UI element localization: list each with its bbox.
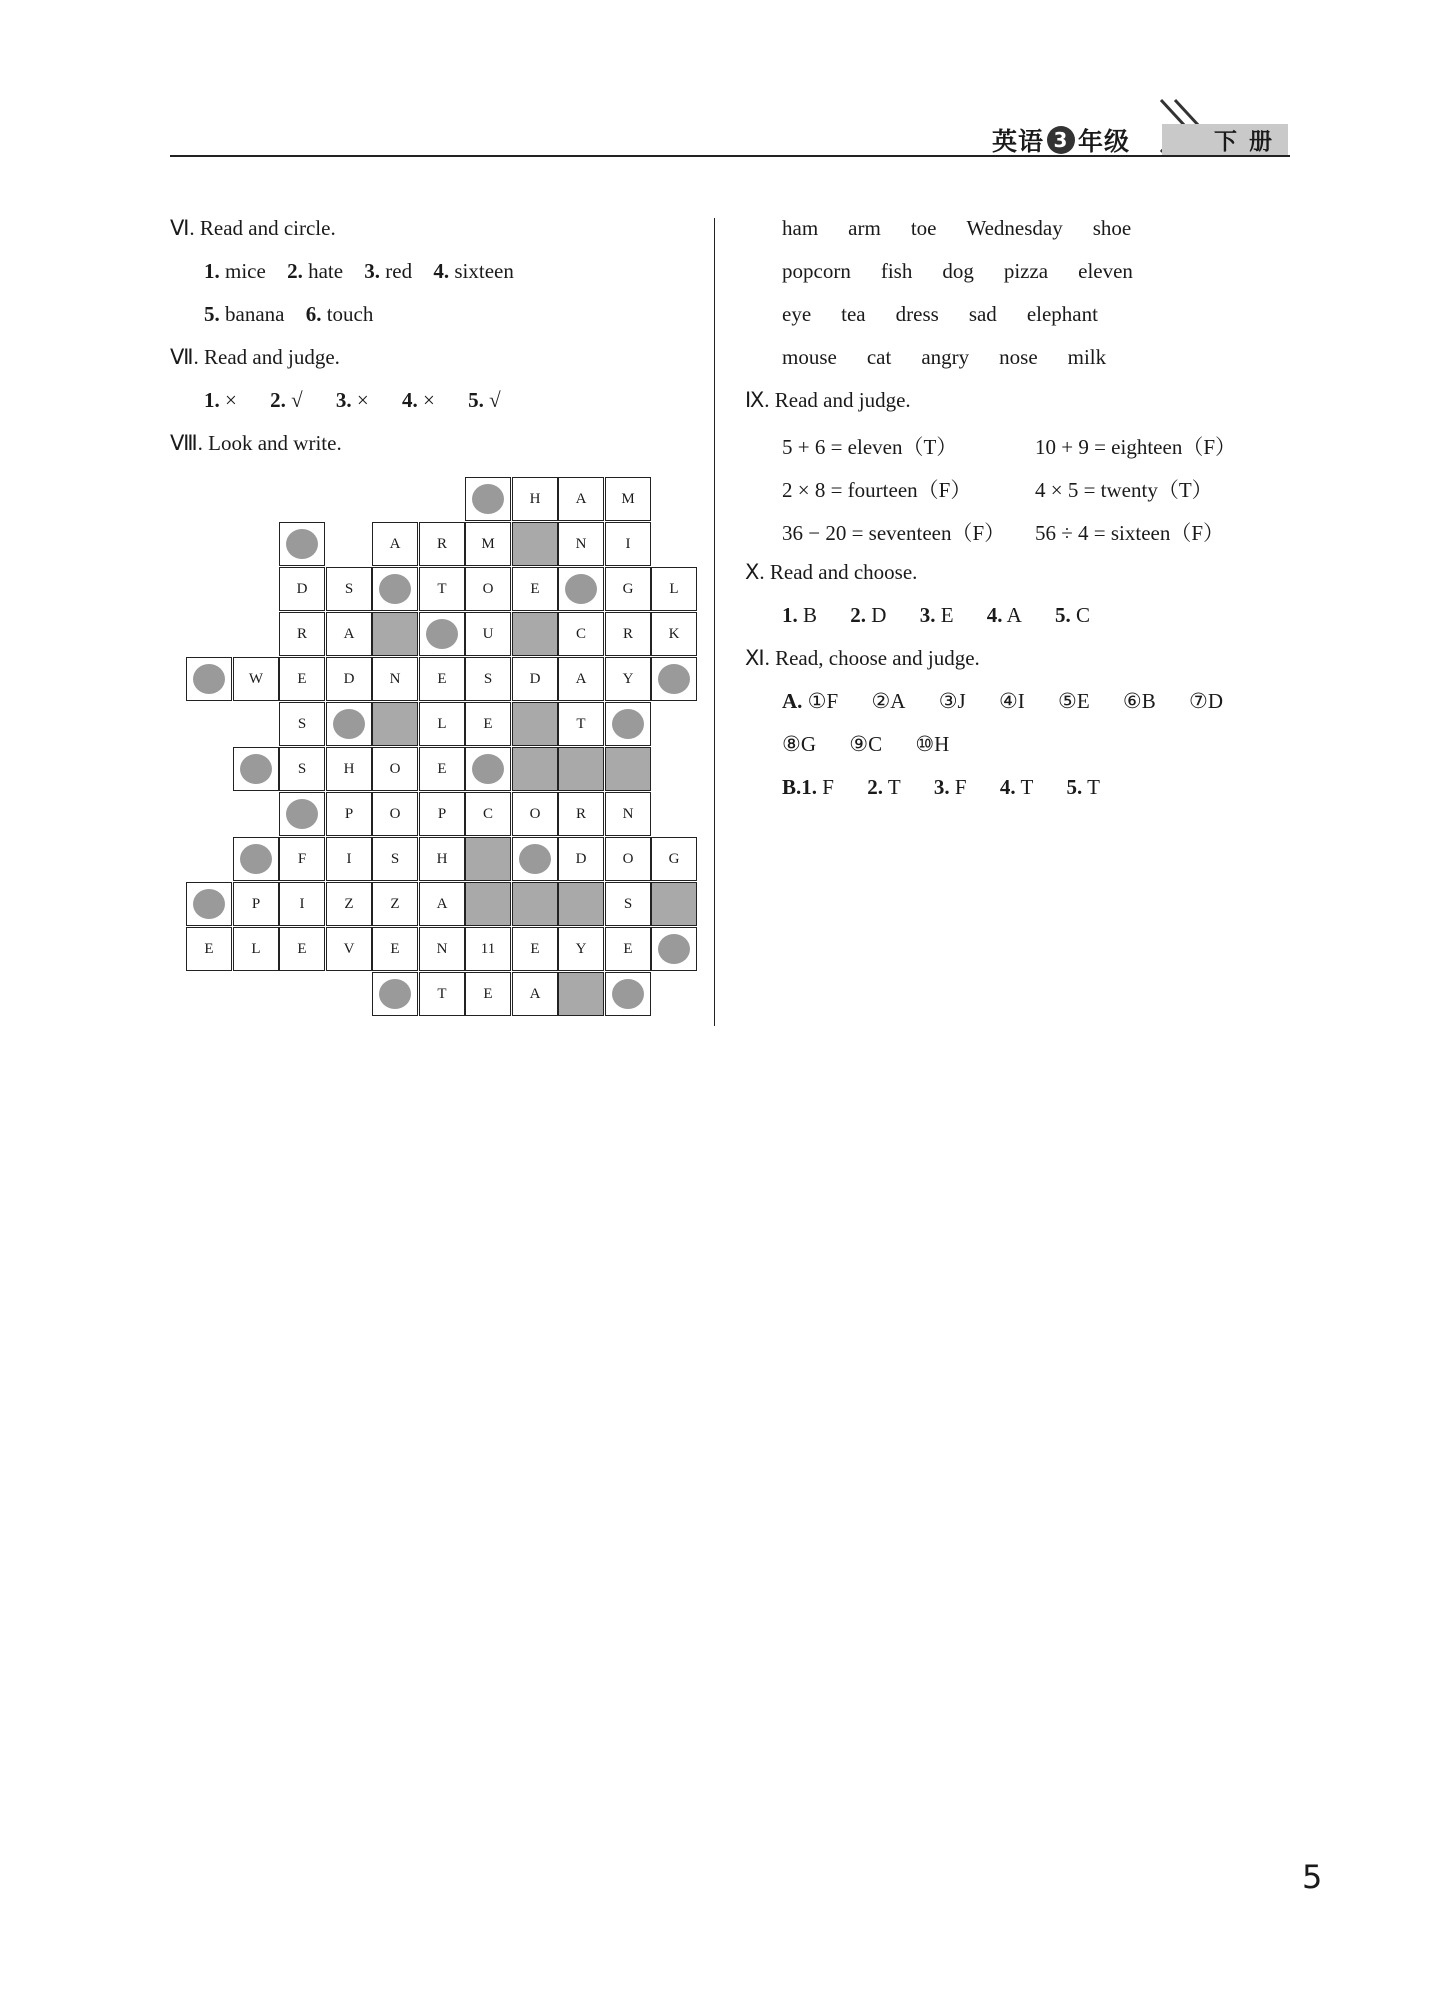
crossword-picture-clue — [605, 702, 651, 746]
word: angry — [921, 345, 970, 369]
grade-number: 3 — [1047, 126, 1075, 154]
page-number: 5 — [1302, 1858, 1323, 1896]
picture-clue-icon — [658, 934, 690, 964]
crossword-letter-cell: H — [326, 747, 372, 791]
crossword-letter-cell: W — [233, 657, 279, 701]
answer-text: A — [1002, 603, 1022, 627]
answer-num: 1. — [204, 388, 220, 412]
word: fish — [880, 259, 913, 283]
crossword-letter-cell: S — [465, 657, 511, 701]
choice: ⑦D — [1189, 689, 1224, 713]
section-6-answers-1 — [204, 259, 514, 284]
part-label: A. — [782, 689, 803, 713]
answer-text: banana — [219, 302, 285, 326]
crossword-letter-cell: R — [279, 612, 325, 656]
crossword-letter-cell: V — [326, 927, 372, 971]
crossword-letter-cell: E — [605, 927, 651, 971]
answer-text: × — [417, 388, 435, 412]
crossword-letter-cell: K — [651, 612, 697, 656]
answer-text: T — [1082, 775, 1100, 799]
answer-text: touch — [321, 302, 374, 326]
section-6-title: Ⅵ. Read and circle. — [170, 216, 336, 240]
picture-clue-icon — [472, 484, 504, 514]
section-6-answers-2 — [204, 302, 373, 327]
answer-text: T — [1015, 775, 1034, 799]
choice: ①F — [807, 689, 839, 713]
answer-num: 1. — [204, 259, 220, 283]
answer-text: × — [351, 388, 369, 412]
crossword-letter-cell: R — [558, 792, 604, 836]
word: nose — [999, 345, 1038, 369]
answer-num: 4. — [986, 603, 1003, 627]
picture-clue-icon — [193, 889, 225, 919]
crossword-letter-cell: S — [279, 747, 325, 791]
section-7-answers — [204, 388, 501, 413]
picture-clue-icon — [240, 844, 272, 874]
picture-clue-icon — [193, 664, 225, 694]
crossword-letter-cell: G — [605, 567, 651, 611]
crossword-letter-cell: H — [419, 837, 465, 881]
section-11-title: Ⅺ. Read, choose and judge. — [745, 646, 980, 670]
answer-text: D — [866, 603, 887, 627]
crossword-letter-cell: E — [372, 927, 418, 971]
crossword-letter-cell: G — [651, 837, 697, 881]
crossword-letter-cell: E — [279, 657, 325, 701]
answer-text: F — [949, 775, 967, 799]
crossword-picture-clue — [651, 927, 697, 971]
answer-num: 5. — [204, 302, 220, 326]
crossword-letter-cell: E — [465, 702, 511, 746]
section-11-part-b — [782, 775, 1100, 800]
answer-text: F — [817, 775, 834, 799]
word: Wednesday — [966, 216, 1063, 240]
crossword-letter-cell: S — [326, 567, 372, 611]
picture-clue-icon — [612, 979, 644, 1009]
answer-num: 3. — [919, 603, 936, 627]
word-row — [782, 345, 1136, 370]
answer-num: 2. — [867, 775, 883, 799]
answer-num: 2. — [270, 388, 286, 412]
answer-text: × — [219, 388, 237, 412]
crossword-letter-cell: A — [512, 972, 558, 1016]
crossword-letter-cell: 11 — [465, 927, 511, 971]
crossword-shaded-cell — [465, 837, 511, 881]
crossword-letter-cell: A — [326, 612, 372, 656]
column-divider — [714, 218, 715, 1026]
choice: ④I — [998, 689, 1025, 713]
crossword-picture-clue — [233, 747, 279, 791]
crossword-letter-cell: M — [605, 477, 651, 521]
section-10-title: Ⅹ. Read and choose. — [745, 560, 918, 584]
crossword-shaded-cell — [465, 882, 511, 926]
crossword-shaded-cell — [512, 522, 558, 566]
crossword-shaded-cell — [651, 882, 697, 926]
crossword-letter-cell: S — [372, 837, 418, 881]
crossword-picture-clue — [372, 972, 418, 1016]
crossword-letter-cell: D — [279, 567, 325, 611]
crossword-letter-cell: I — [279, 882, 325, 926]
book-title — [992, 122, 1130, 158]
answer-num: 1. — [801, 775, 818, 799]
crossword-letter-cell: O — [372, 747, 418, 791]
choice: ⑩H — [915, 732, 950, 756]
crossword-picture-clue — [651, 657, 697, 701]
answer-text: mice — [219, 259, 266, 283]
word: pizza — [1003, 259, 1049, 283]
crossword-shaded-cell — [558, 972, 604, 1016]
choice: ⑤E — [1058, 689, 1090, 713]
crossword-shaded-cell — [512, 612, 558, 656]
crossword-letter-cell: S — [279, 702, 325, 746]
picture-clue-icon — [658, 664, 690, 694]
crossword-letter-cell: Y — [605, 657, 651, 701]
crossword-letter-cell: O — [605, 837, 651, 881]
crossword-letter-cell: R — [419, 522, 465, 566]
word: mouse — [782, 345, 837, 369]
crossword-picture-clue — [419, 612, 465, 656]
picture-clue-icon — [426, 619, 458, 649]
crossword-shaded-cell — [605, 747, 651, 791]
crossword-shaded-cell — [372, 702, 418, 746]
crossword-letter-cell: H — [512, 477, 558, 521]
answer-text: T — [882, 775, 901, 799]
crossword-letter-cell: E — [186, 927, 232, 971]
crossword-letter-cell: O — [512, 792, 558, 836]
crossword-letter-cell: E — [419, 747, 465, 791]
word: milk — [1067, 345, 1107, 369]
choice: ②A — [871, 689, 906, 713]
crossword-shaded-cell — [512, 747, 558, 791]
crossword-letter-cell: P — [326, 792, 372, 836]
crossword-picture-clue — [558, 567, 604, 611]
picture-clue-icon — [379, 574, 411, 604]
answer-text: √ — [285, 388, 303, 412]
crossword-picture-clue — [512, 837, 558, 881]
answer-num: 3. — [933, 775, 950, 799]
crossword-letter-cell: T — [558, 702, 604, 746]
crossword-picture-clue — [605, 972, 651, 1016]
answer-num: 5. — [1066, 775, 1083, 799]
word: toe — [910, 216, 937, 240]
word: sad — [968, 302, 997, 326]
crossword-shaded-cell — [372, 612, 418, 656]
crossword-letter-cell: T — [419, 567, 465, 611]
crossword-letter-cell: Z — [326, 882, 372, 926]
section-11-part-a — [782, 689, 1223, 714]
crossword-letter-cell: I — [605, 522, 651, 566]
crossword-letter-cell: E — [465, 972, 511, 1016]
crossword-picture-clue — [186, 882, 232, 926]
answer-text: B — [797, 603, 818, 627]
word: elephant — [1026, 302, 1098, 326]
crossword-letter-cell: D — [326, 657, 372, 701]
answer-num: 3. — [335, 388, 352, 412]
crossword-letter-cell: D — [558, 837, 604, 881]
crossword-letter-cell: E — [279, 927, 325, 971]
crossword-letter-cell: N — [605, 792, 651, 836]
crossword-letter-cell: U — [465, 612, 511, 656]
crossword-letter-cell: L — [233, 927, 279, 971]
judge-right: 56 ÷ 4 = sixteen（F） — [1035, 521, 1225, 545]
picture-clue-icon — [519, 844, 551, 874]
crossword-shaded-cell — [558, 747, 604, 791]
word: cat — [866, 345, 892, 369]
word: eye — [782, 302, 812, 326]
picture-clue-icon — [240, 754, 272, 784]
answer-text: √ — [483, 388, 501, 412]
crossword-letter-cell: P — [233, 882, 279, 926]
answer-num: 4. — [433, 259, 450, 283]
answer-num: 4. — [999, 775, 1016, 799]
answer-text: C — [1070, 603, 1091, 627]
picture-clue-icon — [565, 574, 597, 604]
crossword-letter-cell: N — [372, 657, 418, 701]
answer-num: 1. — [782, 603, 798, 627]
volume-label: 下 册 — [1214, 129, 1275, 155]
crossword-letter-cell: E — [512, 567, 558, 611]
crossword-picture-clue — [465, 747, 511, 791]
word: eleven — [1078, 259, 1133, 283]
crossword-letter-cell: N — [558, 522, 604, 566]
picture-clue-icon — [379, 979, 411, 1009]
word-row — [782, 259, 1163, 284]
crossword-letter-cell: R — [605, 612, 651, 656]
crossword-letter-cell: N — [419, 927, 465, 971]
crossword-letter-cell: C — [465, 792, 511, 836]
crossword-letter-cell: C — [558, 612, 604, 656]
subject: 英语 — [992, 127, 1045, 156]
judge-right: 4 × 5 = twenty（T） — [1035, 478, 1213, 502]
choice: ⑧G — [782, 732, 816, 756]
section-10-answers — [782, 603, 1090, 628]
crossword-letter-cell: E — [419, 657, 465, 701]
answer-text: E — [935, 603, 954, 627]
choice: ③J — [938, 689, 966, 713]
choice: ⑨C — [849, 732, 883, 756]
crossword-letter-cell: E — [512, 927, 558, 971]
judge-left: 2 × 8 = fourteen（F） — [782, 478, 972, 502]
crossword-letter-cell: L — [651, 567, 697, 611]
answer-text: sixteen — [449, 259, 514, 283]
crossword-picture-clue — [186, 657, 232, 701]
answer-num: 4. — [401, 388, 418, 412]
judge-right: 10 + 9 = eighteen（F） — [1035, 435, 1236, 459]
answer-text: red — [380, 259, 413, 283]
section-7-title: Ⅶ. Read and judge. — [170, 345, 340, 369]
judge-left: 36 − 20 = seventeen（F） — [782, 521, 1006, 545]
crossword-letter-cell: A — [419, 882, 465, 926]
answer-num: 5. — [1055, 603, 1071, 627]
grade-label: 年级 — [1078, 127, 1131, 156]
picture-clue-icon — [612, 709, 644, 739]
answer-num: 2. — [850, 603, 867, 627]
word: tea — [841, 302, 866, 326]
crossword-shaded-cell — [558, 882, 604, 926]
crossword-letter-cell: T — [419, 972, 465, 1016]
word: popcorn — [782, 259, 851, 283]
crossword-picture-clue — [279, 522, 325, 566]
crossword-letter-cell: A — [558, 477, 604, 521]
choice: ⑥B — [1122, 689, 1156, 713]
crossword-shaded-cell — [512, 882, 558, 926]
crossword-letter-cell: L — [419, 702, 465, 746]
crossword-letter-cell: A — [558, 657, 604, 701]
section-8-title: Ⅷ. Look and write. — [170, 431, 342, 455]
picture-clue-icon — [333, 709, 365, 739]
crossword-letter-cell: I — [326, 837, 372, 881]
crossword-letter-cell: Z — [372, 882, 418, 926]
crossword-letter-cell: D — [512, 657, 558, 701]
crossword-letter-cell: O — [465, 567, 511, 611]
word: dog — [942, 259, 974, 283]
section-9-title: Ⅸ. Read and judge. — [745, 388, 911, 412]
crossword-letter-cell: M — [465, 522, 511, 566]
picture-clue-icon — [472, 754, 504, 784]
crossword-letter-cell: A — [372, 522, 418, 566]
word: shoe — [1092, 216, 1132, 240]
crossword-letter-cell: F — [279, 837, 325, 881]
word: arm — [848, 216, 881, 240]
answer-num: 2. — [287, 259, 303, 283]
judge-left: 5 + 6 = eleven（T） — [782, 435, 958, 459]
crossword-picture-clue — [326, 702, 372, 746]
picture-clue-icon — [286, 529, 318, 559]
answer-num: 6. — [305, 302, 322, 326]
crossword-letter-cell: P — [419, 792, 465, 836]
crossword-letter-cell: S — [605, 882, 651, 926]
answer-num: 5. — [468, 388, 484, 412]
word: dress — [895, 302, 939, 326]
picture-clue-icon — [286, 799, 318, 829]
part-label: B. — [782, 775, 802, 799]
crossword-picture-clue — [279, 792, 325, 836]
word: ham — [782, 216, 819, 240]
crossword-picture-clue — [465, 477, 511, 521]
crossword-letter-cell: Y — [558, 927, 604, 971]
answer-text: hate — [302, 259, 344, 283]
crossword-letter-cell: O — [372, 792, 418, 836]
crossword-picture-clue — [233, 837, 279, 881]
word-row — [782, 216, 1161, 241]
section-11-part-a-2 — [782, 732, 949, 757]
word-row — [782, 302, 1128, 327]
crossword-picture-clue — [372, 567, 418, 611]
answer-num: 3. — [364, 259, 381, 283]
crossword-shaded-cell — [512, 702, 558, 746]
